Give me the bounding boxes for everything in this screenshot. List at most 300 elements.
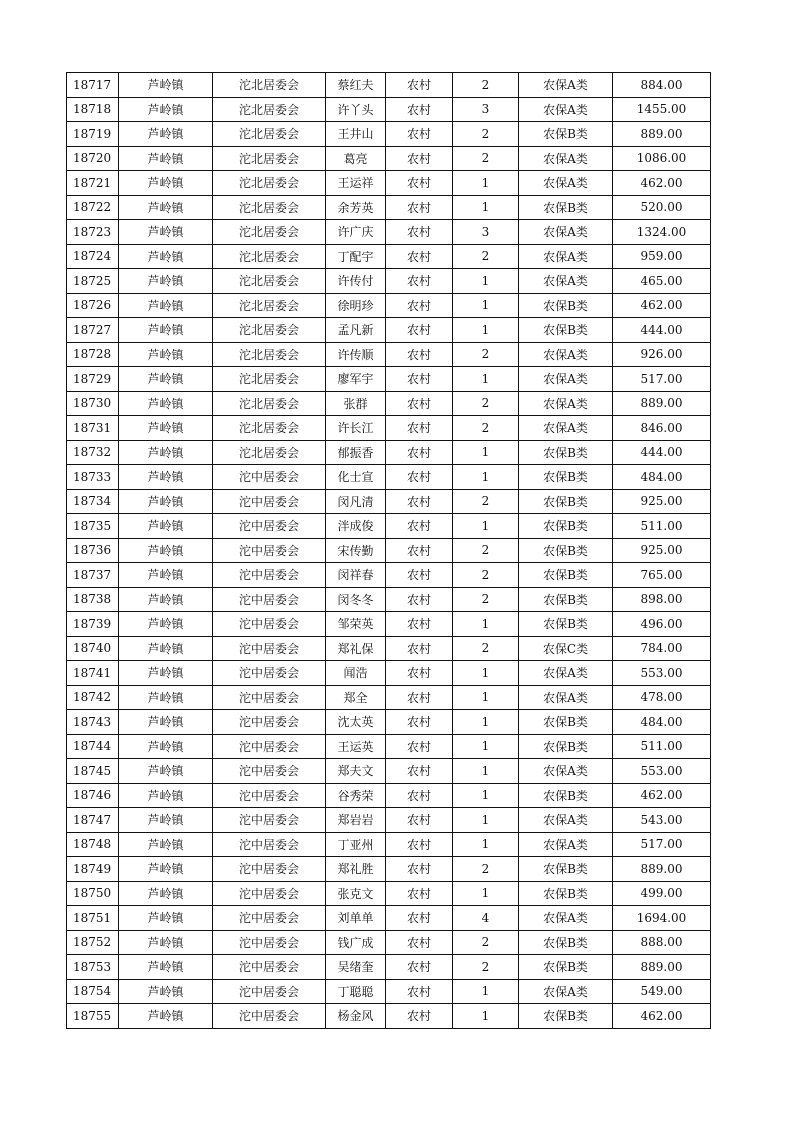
record-id-cell: 18726 <box>67 293 119 318</box>
committee-cell: 沱中居委会 <box>213 538 326 563</box>
household-size-cell: 1 <box>453 881 519 906</box>
insurance-class-cell: 农保B类 <box>519 489 613 514</box>
household-size-cell: 2 <box>453 244 519 269</box>
data-table <box>66 72 711 1029</box>
town-cell: 芦岭镇 <box>119 146 213 171</box>
person-name-cell: 邹荣英 <box>326 612 386 637</box>
amount-cell: 889.00 <box>613 857 711 882</box>
amount-cell: 511.00 <box>613 734 711 759</box>
household-size-cell: 4 <box>453 906 519 931</box>
record-id-cell: 18728 <box>67 342 119 367</box>
table-row <box>67 563 711 588</box>
household-size-cell: 1 <box>453 269 519 294</box>
table-row <box>67 465 711 490</box>
amount-cell: 959.00 <box>613 244 711 269</box>
insurance-class-cell: 农保A类 <box>519 416 613 441</box>
insurance-class-cell: 农保A类 <box>519 906 613 931</box>
insurance-class-cell: 农保A类 <box>519 171 613 196</box>
table-row <box>67 367 711 392</box>
household-type-cell: 农村 <box>386 685 453 710</box>
record-id-cell: 18753 <box>67 955 119 980</box>
committee-cell: 沱中居委会 <box>213 465 326 490</box>
table-row <box>67 73 711 98</box>
amount-cell: 765.00 <box>613 563 711 588</box>
insurance-class-cell: 农保B类 <box>519 563 613 588</box>
amount-cell: 517.00 <box>613 367 711 392</box>
amount-cell: 543.00 <box>613 808 711 833</box>
amount-cell: 926.00 <box>613 342 711 367</box>
person-name-cell: 闵祥春 <box>326 563 386 588</box>
insurance-class-cell: 农保A类 <box>519 146 613 171</box>
household-type-cell: 农村 <box>386 955 453 980</box>
town-cell: 芦岭镇 <box>119 857 213 882</box>
record-id-cell: 18718 <box>67 97 119 122</box>
table-row <box>67 783 711 808</box>
household-size-cell: 2 <box>453 489 519 514</box>
record-id-cell: 18721 <box>67 171 119 196</box>
insurance-class-cell: 农保B类 <box>519 587 613 612</box>
town-cell: 芦岭镇 <box>119 171 213 196</box>
person-name-cell: 化士宣 <box>326 465 386 490</box>
person-name-cell: 泮成俊 <box>326 514 386 539</box>
insurance-class-cell: 农保A类 <box>519 391 613 416</box>
committee-cell: 沱中居委会 <box>213 906 326 931</box>
household-size-cell: 1 <box>453 171 519 196</box>
household-type-cell: 农村 <box>386 783 453 808</box>
record-id-cell: 18742 <box>67 685 119 710</box>
committee-cell: 沱中居委会 <box>213 685 326 710</box>
table-row <box>67 587 711 612</box>
insurance-class-cell: 农保B类 <box>519 1004 613 1029</box>
person-name-cell: 许广庆 <box>326 220 386 245</box>
committee-cell: 沱中居委会 <box>213 930 326 955</box>
table-row <box>67 759 711 784</box>
amount-cell: 889.00 <box>613 391 711 416</box>
town-cell: 芦岭镇 <box>119 538 213 563</box>
amount-cell: 925.00 <box>613 538 711 563</box>
committee-cell: 沱中居委会 <box>213 587 326 612</box>
amount-cell: 465.00 <box>613 269 711 294</box>
table-row <box>67 685 711 710</box>
town-cell: 芦岭镇 <box>119 955 213 980</box>
household-size-cell: 2 <box>453 636 519 661</box>
insurance-class-cell: 农保A类 <box>519 269 613 294</box>
person-name-cell: 郑岩岩 <box>326 808 386 833</box>
record-id-cell: 18745 <box>67 759 119 784</box>
person-name-cell: 沈太英 <box>326 710 386 735</box>
committee-cell: 沱中居委会 <box>213 661 326 686</box>
person-name-cell: 闵凡清 <box>326 489 386 514</box>
amount-cell: 1324.00 <box>613 220 711 245</box>
table-row <box>67 881 711 906</box>
amount-cell: 517.00 <box>613 832 711 857</box>
person-name-cell: 郑礼胜 <box>326 857 386 882</box>
town-cell: 芦岭镇 <box>119 367 213 392</box>
table-row <box>67 734 711 759</box>
town-cell: 芦岭镇 <box>119 783 213 808</box>
person-name-cell: 郑礼保 <box>326 636 386 661</box>
committee-cell: 沱中居委会 <box>213 955 326 980</box>
amount-cell: 520.00 <box>613 195 711 220</box>
household-size-cell: 2 <box>453 342 519 367</box>
insurance-class-cell: 农保A类 <box>519 759 613 784</box>
household-size-cell: 1 <box>453 661 519 686</box>
town-cell: 芦岭镇 <box>119 832 213 857</box>
committee-cell: 沱北居委会 <box>213 391 326 416</box>
record-id-cell: 18725 <box>67 269 119 294</box>
household-size-cell: 1 <box>453 979 519 1004</box>
household-type-cell: 农村 <box>386 587 453 612</box>
table-row <box>67 97 711 122</box>
town-cell: 芦岭镇 <box>119 612 213 637</box>
amount-cell: 889.00 <box>613 122 711 147</box>
record-id-cell: 18752 <box>67 930 119 955</box>
amount-cell: 1455.00 <box>613 97 711 122</box>
committee-cell: 沱中居委会 <box>213 881 326 906</box>
household-size-cell: 1 <box>453 612 519 637</box>
insurance-class-cell: 农保A类 <box>519 979 613 1004</box>
table-row <box>67 122 711 147</box>
table-row <box>67 710 711 735</box>
committee-cell: 沱中居委会 <box>213 489 326 514</box>
household-size-cell: 3 <box>453 97 519 122</box>
person-name-cell: 刘单单 <box>326 906 386 931</box>
amount-cell: 925.00 <box>613 489 711 514</box>
amount-cell: 496.00 <box>613 612 711 637</box>
insurance-class-cell: 农保B类 <box>519 195 613 220</box>
household-type-cell: 农村 <box>386 171 453 196</box>
record-id-cell: 18749 <box>67 857 119 882</box>
committee-cell: 沱北居委会 <box>213 146 326 171</box>
insurance-class-cell: 农保B类 <box>519 857 613 882</box>
town-cell: 芦岭镇 <box>119 734 213 759</box>
record-id-cell: 18734 <box>67 489 119 514</box>
amount-cell: 1694.00 <box>613 906 711 931</box>
committee-cell: 沱北居委会 <box>213 195 326 220</box>
household-type-cell: 农村 <box>386 832 453 857</box>
insurance-class-cell: 农保A类 <box>519 73 613 98</box>
household-type-cell: 农村 <box>386 465 453 490</box>
town-cell: 芦岭镇 <box>119 906 213 931</box>
table-row <box>67 318 711 343</box>
town-cell: 芦岭镇 <box>119 587 213 612</box>
table-row <box>67 514 711 539</box>
committee-cell: 沱中居委会 <box>213 979 326 1004</box>
town-cell: 芦岭镇 <box>119 293 213 318</box>
person-name-cell: 许丫头 <box>326 97 386 122</box>
person-name-cell: 余芳英 <box>326 195 386 220</box>
record-id-cell: 18755 <box>67 1004 119 1029</box>
insurance-class-cell: 农保B类 <box>519 538 613 563</box>
person-name-cell: 闵冬冬 <box>326 587 386 612</box>
amount-cell: 553.00 <box>613 661 711 686</box>
committee-cell: 沱北居委会 <box>213 171 326 196</box>
insurance-class-cell: 农保A类 <box>519 661 613 686</box>
table-row <box>67 979 711 1004</box>
household-size-cell: 1 <box>453 514 519 539</box>
amount-cell: 898.00 <box>613 587 711 612</box>
household-type-cell: 农村 <box>386 440 453 465</box>
amount-cell: 511.00 <box>613 514 711 539</box>
household-type-cell: 农村 <box>386 612 453 637</box>
person-name-cell: 王运英 <box>326 734 386 759</box>
committee-cell: 沱中居委会 <box>213 783 326 808</box>
record-id-cell: 18738 <box>67 587 119 612</box>
table-row <box>67 538 711 563</box>
record-id-cell: 18731 <box>67 416 119 441</box>
person-name-cell: 葛亮 <box>326 146 386 171</box>
town-cell: 芦岭镇 <box>119 759 213 784</box>
committee-cell: 沱北居委会 <box>213 269 326 294</box>
household-size-cell: 1 <box>453 783 519 808</box>
amount-cell: 888.00 <box>613 930 711 955</box>
committee-cell: 沱中居委会 <box>213 514 326 539</box>
record-id-cell: 18732 <box>67 440 119 465</box>
person-name-cell: 郁振香 <box>326 440 386 465</box>
household-type-cell: 农村 <box>386 563 453 588</box>
committee-cell: 沱中居委会 <box>213 710 326 735</box>
amount-cell: 444.00 <box>613 318 711 343</box>
committee-cell: 沱北居委会 <box>213 244 326 269</box>
committee-cell: 沱北居委会 <box>213 416 326 441</box>
town-cell: 芦岭镇 <box>119 881 213 906</box>
insurance-class-cell: 农保B类 <box>519 955 613 980</box>
committee-cell: 沱北居委会 <box>213 367 326 392</box>
table-row <box>67 220 711 245</box>
amount-cell: 846.00 <box>613 416 711 441</box>
table-row <box>67 489 711 514</box>
household-size-cell: 2 <box>453 563 519 588</box>
table-row <box>67 391 711 416</box>
committee-cell: 沱北居委会 <box>213 97 326 122</box>
insurance-class-cell: 农保A类 <box>519 367 613 392</box>
household-type-cell: 农村 <box>386 538 453 563</box>
person-name-cell: 王井山 <box>326 122 386 147</box>
insurance-class-cell: 农保B类 <box>519 122 613 147</box>
household-type-cell: 农村 <box>386 293 453 318</box>
household-size-cell: 2 <box>453 146 519 171</box>
household-type-cell: 农村 <box>386 514 453 539</box>
household-size-cell: 2 <box>453 857 519 882</box>
town-cell: 芦岭镇 <box>119 1004 213 1029</box>
household-type-cell: 农村 <box>386 734 453 759</box>
insurance-class-cell: 农保B类 <box>519 881 613 906</box>
household-type-cell: 农村 <box>386 636 453 661</box>
committee-cell: 沱北居委会 <box>213 342 326 367</box>
record-id-cell: 18750 <box>67 881 119 906</box>
amount-cell: 462.00 <box>613 783 711 808</box>
record-id-cell: 18739 <box>67 612 119 637</box>
amount-cell: 549.00 <box>613 979 711 1004</box>
person-name-cell: 谷秀荣 <box>326 783 386 808</box>
household-type-cell: 农村 <box>386 416 453 441</box>
committee-cell: 沱中居委会 <box>213 612 326 637</box>
household-type-cell: 农村 <box>386 759 453 784</box>
household-type-cell: 农村 <box>386 1004 453 1029</box>
committee-cell: 沱中居委会 <box>213 1004 326 1029</box>
table-row <box>67 808 711 833</box>
household-size-cell: 2 <box>453 416 519 441</box>
person-name-cell: 许传付 <box>326 269 386 294</box>
record-id-cell: 18751 <box>67 906 119 931</box>
household-type-cell: 农村 <box>386 269 453 294</box>
table-row <box>67 906 711 931</box>
household-size-cell: 2 <box>453 930 519 955</box>
committee-cell: 沱中居委会 <box>213 759 326 784</box>
household-type-cell: 农村 <box>386 342 453 367</box>
household-size-cell: 2 <box>453 391 519 416</box>
town-cell: 芦岭镇 <box>119 122 213 147</box>
record-id-cell: 18741 <box>67 661 119 686</box>
amount-cell: 553.00 <box>613 759 711 784</box>
person-name-cell: 蔡红夫 <box>326 73 386 98</box>
household-size-cell: 1 <box>453 832 519 857</box>
person-name-cell: 张群 <box>326 391 386 416</box>
household-size-cell: 1 <box>453 685 519 710</box>
household-type-cell: 农村 <box>386 710 453 735</box>
amount-cell: 444.00 <box>613 440 711 465</box>
household-size-cell: 2 <box>453 587 519 612</box>
record-id-cell: 18747 <box>67 808 119 833</box>
amount-cell: 784.00 <box>613 636 711 661</box>
insurance-class-cell: 农保A类 <box>519 685 613 710</box>
town-cell: 芦岭镇 <box>119 269 213 294</box>
town-cell: 芦岭镇 <box>119 930 213 955</box>
table-row <box>67 440 711 465</box>
table-row <box>67 832 711 857</box>
household-size-cell: 1 <box>453 293 519 318</box>
household-size-cell: 1 <box>453 318 519 343</box>
town-cell: 芦岭镇 <box>119 416 213 441</box>
table-row <box>67 857 711 882</box>
committee-cell: 沱中居委会 <box>213 636 326 661</box>
committee-cell: 沱北居委会 <box>213 293 326 318</box>
committee-cell: 沱中居委会 <box>213 734 326 759</box>
town-cell: 芦岭镇 <box>119 318 213 343</box>
record-id-cell: 18720 <box>67 146 119 171</box>
person-name-cell: 宋传勤 <box>326 538 386 563</box>
table-row <box>67 636 711 661</box>
household-size-cell: 1 <box>453 710 519 735</box>
person-name-cell: 吴绪奎 <box>326 955 386 980</box>
record-id-cell: 18730 <box>67 391 119 416</box>
town-cell: 芦岭镇 <box>119 220 213 245</box>
household-size-cell: 1 <box>453 759 519 784</box>
insurance-class-cell: 农保B类 <box>519 734 613 759</box>
household-type-cell: 农村 <box>386 122 453 147</box>
town-cell: 芦岭镇 <box>119 73 213 98</box>
insurance-class-cell: 农保B类 <box>519 783 613 808</box>
insurance-class-cell: 农保B类 <box>519 514 613 539</box>
table-row <box>67 293 711 318</box>
household-type-cell: 农村 <box>386 367 453 392</box>
table-row <box>67 612 711 637</box>
committee-cell: 沱中居委会 <box>213 857 326 882</box>
insurance-class-cell: 农保B类 <box>519 318 613 343</box>
record-id-cell: 18719 <box>67 122 119 147</box>
record-id-cell: 18740 <box>67 636 119 661</box>
record-id-cell: 18722 <box>67 195 119 220</box>
town-cell: 芦岭镇 <box>119 489 213 514</box>
record-id-cell: 18733 <box>67 465 119 490</box>
committee-cell: 沱中居委会 <box>213 563 326 588</box>
household-type-cell: 农村 <box>386 489 453 514</box>
person-name-cell: 徐明珍 <box>326 293 386 318</box>
town-cell: 芦岭镇 <box>119 514 213 539</box>
insurance-class-cell: 农保A类 <box>519 97 613 122</box>
household-type-cell: 农村 <box>386 195 453 220</box>
amount-cell: 462.00 <box>613 1004 711 1029</box>
record-id-cell: 18736 <box>67 538 119 563</box>
committee-cell: 沱北居委会 <box>213 73 326 98</box>
town-cell: 芦岭镇 <box>119 979 213 1004</box>
insurance-class-cell: 农保B类 <box>519 930 613 955</box>
insurance-class-cell: 农保B类 <box>519 440 613 465</box>
person-name-cell: 许传顺 <box>326 342 386 367</box>
table-row <box>67 342 711 367</box>
committee-cell: 沱北居委会 <box>213 220 326 245</box>
committee-cell: 沱中居委会 <box>213 808 326 833</box>
household-type-cell: 农村 <box>386 661 453 686</box>
household-type-cell: 农村 <box>386 979 453 1004</box>
household-size-cell: 1 <box>453 195 519 220</box>
record-id-cell: 18724 <box>67 244 119 269</box>
table-row <box>67 416 711 441</box>
household-size-cell: 2 <box>453 538 519 563</box>
committee-cell: 沱中居委会 <box>213 832 326 857</box>
table-row <box>67 955 711 980</box>
person-name-cell: 张克文 <box>326 881 386 906</box>
household-size-cell: 2 <box>453 73 519 98</box>
town-cell: 芦岭镇 <box>119 97 213 122</box>
insurance-class-cell: 农保B类 <box>519 710 613 735</box>
person-name-cell: 丁聪聪 <box>326 979 386 1004</box>
household-size-cell: 2 <box>453 955 519 980</box>
household-type-cell: 农村 <box>386 146 453 171</box>
town-cell: 芦岭镇 <box>119 563 213 588</box>
household-size-cell: 1 <box>453 465 519 490</box>
town-cell: 芦岭镇 <box>119 342 213 367</box>
amount-cell: 889.00 <box>613 955 711 980</box>
household-size-cell: 1 <box>453 440 519 465</box>
committee-cell: 沱北居委会 <box>213 122 326 147</box>
household-type-cell: 农村 <box>386 391 453 416</box>
insurance-class-cell: 农保A类 <box>519 244 613 269</box>
insurance-class-cell: 农保A类 <box>519 832 613 857</box>
record-id-cell: 18746 <box>67 783 119 808</box>
table-row <box>67 930 711 955</box>
town-cell: 芦岭镇 <box>119 195 213 220</box>
household-type-cell: 农村 <box>386 97 453 122</box>
amount-cell: 478.00 <box>613 685 711 710</box>
town-cell: 芦岭镇 <box>119 244 213 269</box>
table-row <box>67 661 711 686</box>
household-type-cell: 农村 <box>386 244 453 269</box>
insurance-class-cell: 农保A类 <box>519 808 613 833</box>
table-row <box>67 269 711 294</box>
insurance-class-cell: 农保B类 <box>519 612 613 637</box>
town-cell: 芦岭镇 <box>119 808 213 833</box>
household-size-cell: 2 <box>453 122 519 147</box>
household-size-cell: 3 <box>453 220 519 245</box>
amount-cell: 1086.00 <box>613 146 711 171</box>
table-row <box>67 171 711 196</box>
household-type-cell: 农村 <box>386 73 453 98</box>
person-name-cell: 钱广成 <box>326 930 386 955</box>
town-cell: 芦岭镇 <box>119 661 213 686</box>
town-cell: 芦岭镇 <box>119 391 213 416</box>
record-id-cell: 18754 <box>67 979 119 1004</box>
